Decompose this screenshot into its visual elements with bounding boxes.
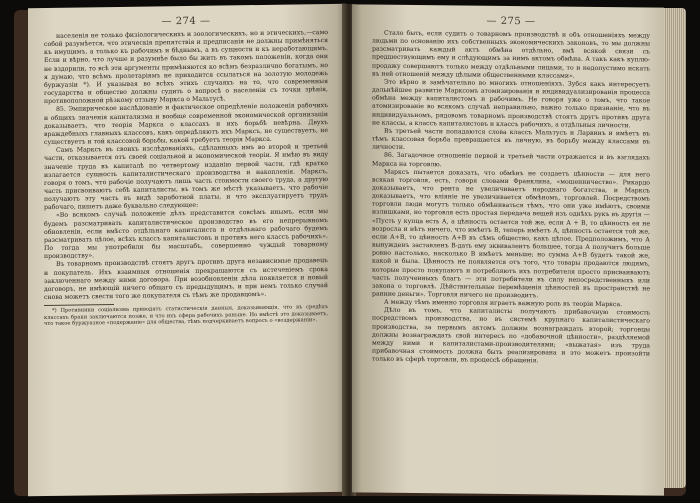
- paragraph: А между тѣмъ именно торговля играетъ важную роль въ теоріи Маркса.: [384, 298, 623, 309]
- paragraph: Стало быть, если судить о товарномъ производствѣ и объ отношеніяхъ между людьми по основанію ихъ собственныхъ экономическихъ законовъ, то мы должны разсматривать каждый актъ обмѣна отдѣльно, вмѣ всякой связи съ предшествующимъ ему и слѣдующимъ за нимъ актомъ обмѣна. А такъ какъ куплю-продажу совершаютъ только между отдѣльными лицами, то и недопустимо искать въ ней отношеній между цѣлыми общественными классами».: [372, 29, 650, 80]
- left-page-footnote: [44, 304, 328, 327]
- right-page-text: [372, 30, 650, 367]
- paragraph: Марксъ пытается доказать, что обмѣнъ не создаетъ цѣнности — для него всякая торговля, есть, говоря словами Франклина, «мошенничество». Рикардо доказываетъ, что рента не увеличиваетъ народнаго богатства, и Марксъ доказываетъ, что вліяніе не увеличивается обмѣномъ, торговлей. Посредствомъ торговли люди могутъ только обмѣниваться тѣмъ, что они уже имѣютъ, своими излишками, но торговля есть простая передача вещей изъ однѣхъ рукъ въ другія — «Пусть у купца есть А, а цѣнность остается той же, если А + В, то цѣнность ея не возросла и нѣтъ ничего, что имѣетъ В, теперь имѣетъ А, цѣнность остается той же, если А+В, то цѣнность А+В въ сѣмъ общество, какъ цѣлое. Предположимъ, что А вынужденъ заставленъ В-дать ему эквивалентъ большее, тогда А получитъ больше ровно настолько, насколько В имѣетъ меньше; но сумма А+В будетъ такой же, какой и была. Цѣнность не появляется отъ того, что товары продаются людямъ, которые просто покупаютъ и потребляютъ ихъ потребителя просто присваиваютъ часть полученныхъ благъ — эти потребители въ силу непосредственныхъ или закона о торговлѣ. Дѣйствительные перемѣщенія цѣнностей въ пространствѣ не ранние деньги». Торговля ничего не производитъ.: [372, 168, 650, 300]
- left-page-number: — 274 —: [161, 15, 211, 28]
- paragraph: 85. Эмпирическое наслѣдованіе и фактическое опредѣленіе положенія рабочихъ и общихъ значенія капитализма и вообще современной экономической организаціи доказываетъ, что теорія Маркса о классахъ и ихъ борьбѣ невѣрна. Двухъ враждебныхъ главныхъ классовъ, какъ опредѣляютъ ихъ Марксъ, не существуетъ, не существуетъ и той классовой борьбы, какой требуетъ теорія Маркса.: [44, 102, 328, 147]
- paragraph: 86. Загадочное отношеніе первой и третьей части отражается и въ взглядахъ Маркса на торговлю.: [372, 152, 650, 168]
- right-page: [352, 4, 664, 495]
- right-page-number: — 275 —: [486, 15, 536, 28]
- paragraph: Дѣло въ томъ, что капиталисты получаютъ прибавочную стоимость посредствомъ производства, но въ системѣ крупнаго капиталистическаго производства, за первымъ актомъ должны вознаграждать второй; торговцы должны вознаграждать свой интересъ по «добавочной цѣнности», раздѣляемой между ними и капиталистами-производителями; «выжатая» изъ труда прибавочная стоимость должна быть реализирована и это можетъ произойти только въ сферѣ торговли, въ процессѣ обращенія.: [372, 307, 650, 365]
- left-page-text: [44, 29, 328, 302]
- paragraph: Въ третьей части попадаются слова классъ Мальтусъ и Ларвинъ и имѣетъ въ тѣмъ классовая борьба превращается въ личную, въ борьбу между классами въ личности.: [372, 127, 650, 152]
- paragraph: Самъ Марксъ въ своихъ изслѣдованіяхъ, сдѣланныхъ имъ во второй и третьей части, отказывается отъ своей соціальной и экономической теоріи. Я имѣю въ виду значеніе труда въ капиталѣ по четвертому изданію первой части, гдѣ кратко излагается сущность капиталистическаго производства и накопленія. Марксъ, говоря о томъ, что рабочіе получаютъ лишь часть стоимости своего труда, а другую часть присвоиваютъ себѣ капиталисты, въ томъ же мѣстѣ указываетъ, что рабочіе получаютъ эту часть въ видѣ заработной платы, и что эксплуатируетъ трудъ рабочаго, пишетъ даже буквально следующее:: [44, 143, 328, 212]
- paragraph: Это вѣрно и замѣчательно во многихъ отношеніяхъ. Зубся какъ интересуетъ дальнѣйшее развитіе Марксомъ атомизированія и индивидуализированія процесса обмѣна между капиталистомъ и рабочимъ. Не говоря уже о томъ, что такое атомизированіе во всякомъ случаѣ неправильно, важно только признаніе, что въ индивидуальномъ, рядовомъ товарномъ производствѣ стоятъ другъ противъ друга не классы, а классъ капиталистовъ и классъ рабочихъ, а отдѣльныя личности.: [372, 78, 650, 130]
- footnote-text: *) Противники соціализма приводятъ статистическія данныя, доказывающія, что въ средѣхъ классахъ браки заключаются позже, и что ихъ сфера рабочихъ раньше. Но вмѣстѣ это доказываетъ, что такое буржуазное «подержаніе» для общества, тѣмъ подчеркиваетъ вопросъ о «воздержаніи».: [44, 304, 328, 328]
- paragraph: Въ товарномъ производствѣ стоятъ другъ противъ друга независимые продавецъ и покупатель. Ихъ взаимныя отношенія прекращаются съ истеченіемъ срока заключеннаго между ними договора. При возобновленіи дѣла появляется и новый договоръ, не имѣющій ничего общаго съ предыдущимъ, и при немъ только случай снова можетъ свести того же покупателя съ тѣмъ же продавцомъ».: [44, 257, 328, 301]
- left-page: [28, 4, 346, 496]
- footnote-divider: [44, 304, 114, 306]
- paragraph: населенія не только физіологическихъ и зоологическихъ, но и этическихъ,—само собой разумѣется, что этическія препятствія и предписанія не должны примѣняться къ имущимъ, а только къ рабочимъ и бѣднымъ, а въ сущности и къ неработающимъ. Если и вѣрно, что лучше и разумнѣе было бы жить въ такомъ положеніи, когда они не вздорили, то всѣ эти аргументы примѣняются ко всѣмъ безразлично богатымъ, но я думаю, что всѣмъ пролетаріямъ не приходится ссылаться на золотую молодежь буржуазіи *). И указывая во всѣхъ этихъ случаяхъ на то, что современныя государства и общество должны судить о вопросѣ о населеніи съ точки зрѣнія, противоположной рѣзкому отзыву Маркса о Мальтусѣ.: [44, 29, 328, 106]
- paragraph: «Во всякомъ случаѣ положеніе дѣлъ представится совсѣмъ инымъ, если мы будемъ разсматривать капиталистическое производство въ его непрерывномъ обновленіи, если вмѣсто отдѣльнаго капиталиста и отдѣльнаго рабочаго будемъ разсматривать цѣлое, всѣхъ классъ капиталистовъ и противъ него классъ рабочихъ». По тогда мы употребили бы масштабъ, совершенно чуждый товарному производству».: [44, 208, 328, 261]
